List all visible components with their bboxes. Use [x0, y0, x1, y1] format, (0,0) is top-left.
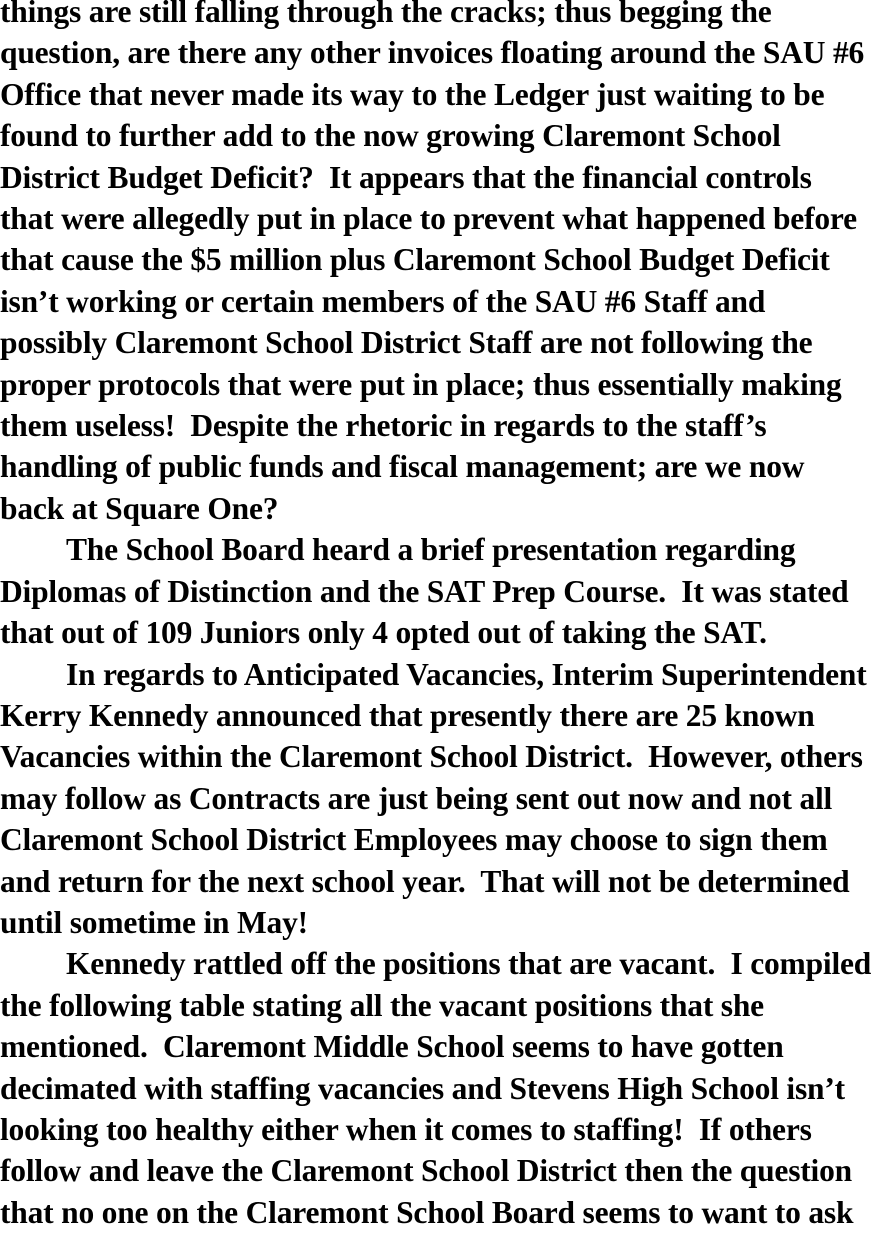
- text-line: District Budget Deficit? It appears that the financial controls: [0, 159, 812, 195]
- text-line: that out of 109 Juniors only 4 opted out of taking the SAT.: [0, 615, 767, 651]
- text-line: until sometime in May!: [0, 904, 308, 940]
- text-line: isn’t working or certain members of the SAU #6 Staff and: [0, 283, 766, 319]
- text-line: them useless! Despite the rhetoric in regards to the staff’s: [0, 408, 767, 444]
- text-line-paragraph-start: Kennedy rattled off the positions that are vacant. I compiled: [66, 946, 872, 982]
- text-line: the following table stating all the vacant positions that she: [0, 987, 764, 1023]
- text-line: question, are there any other invoices floating around the SAU #6: [0, 35, 865, 71]
- text-line: back at Square One?: [0, 490, 279, 526]
- text-line: proper protocols that were put in place; thus essentially making: [0, 366, 842, 402]
- text-line: mentioned. Claremont Middle School seems to have gotten: [0, 1029, 784, 1065]
- text-line: Diplomas of Distinction and the SAT Prep Course. It was stated: [0, 573, 849, 609]
- text-line: that cause the $5 million plus Claremont School Budget Deficit: [0, 242, 830, 278]
- text-line: Vacancies within the Claremont School District. However, others: [0, 739, 863, 775]
- text-line: things are still falling through the cracks; thus begging the: [0, 0, 772, 29]
- text-line-paragraph-start: The School Board heard a brief presentation regarding: [66, 532, 796, 568]
- text-line: that were allegedly put in place to prevent what happened before: [0, 201, 857, 237]
- text-line: that no one on the Claremont School Board seems to want to ask: [0, 1194, 854, 1230]
- text-line: follow and leave the Claremont School District then the question: [0, 1153, 852, 1189]
- text-line: possibly Claremont School District Staff are not following the: [0, 325, 813, 361]
- text-line: may follow as Contracts are just being sent out now and not all: [0, 780, 833, 816]
- text-line: decimated with staffing vacancies and Stevens High School isn’t: [0, 1070, 845, 1106]
- text-line: and return for the next school year. That will not be determined: [0, 863, 850, 899]
- text-line: handling of public funds and fiscal management; are we now: [0, 449, 805, 485]
- text-line-paragraph-start: In regards to Anticipated Vacancies, Interim Superintendent: [66, 656, 867, 692]
- text-line: Office that never made its way to the Ledger just waiting to be: [0, 76, 825, 112]
- text-line: Claremont School District Employees may choose to sign them: [0, 822, 828, 858]
- text-line: Kerry Kennedy announced that presently there are 25 known: [0, 697, 815, 733]
- text-line: found to further add to the now growing Claremont School: [0, 118, 781, 154]
- text-line: looking too healthy either when it comes to staffing! If others: [0, 1111, 812, 1147]
